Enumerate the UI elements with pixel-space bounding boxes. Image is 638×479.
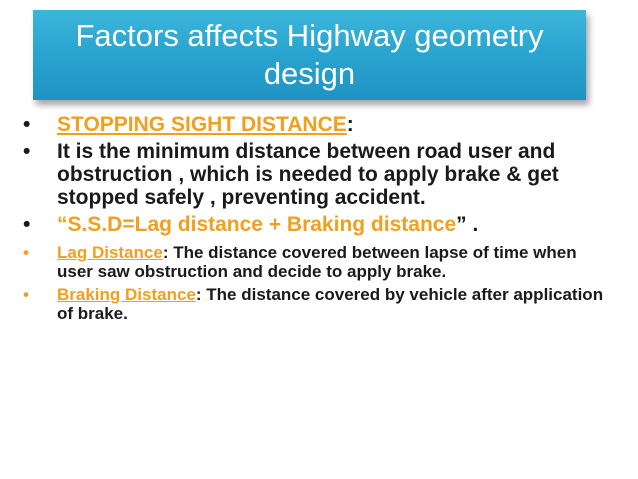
ssd-heading: STOPPING SIGHT DISTANCE: [57, 113, 347, 136]
bullet-icon: •: [23, 213, 31, 236]
bullet-icon: •: [23, 113, 31, 136]
bullet-definition: [23, 140, 613, 209]
formula-open-quote: “: [57, 213, 68, 236]
title-banner: [33, 10, 586, 100]
braking-distance-text: [57, 285, 613, 323]
bullet-lag-distance: [23, 243, 613, 281]
formula-expression: S.S.D=Lag distance + Braking distance: [67, 213, 457, 236]
definition-text: It is the minimum distance between road user and obstruction , which is needed to apply brake & get stopped safely , preventing accident.: [57, 140, 559, 209]
slide-title: Factors affects Highway geometry design: [75, 18, 544, 91]
lag-distance-desc: : The distance covered between lapse of time when user saw obstruction and decide to apply brake.: [57, 243, 577, 281]
bullet-formula: [23, 213, 613, 236]
braking-distance-desc: : The distance covered by vehicle after application of brake.: [57, 285, 604, 323]
bullet-stopping-sight-distance: [23, 113, 613, 136]
formula-text: [57, 213, 478, 236]
formula-close: ” .: [456, 213, 479, 236]
lag-distance-term: Lag Distance: [57, 243, 163, 262]
bullet-braking-distance: [23, 285, 613, 323]
braking-distance-term: Braking Distance: [57, 285, 196, 304]
bullet-icon: •: [23, 243, 29, 262]
bullet-text: [57, 113, 354, 136]
ssd-heading-colon: :: [346, 113, 354, 136]
lag-distance-text: [57, 243, 613, 281]
slide-content: [23, 113, 613, 323]
bullet-icon: •: [23, 285, 29, 304]
bullet-icon: •: [23, 140, 31, 163]
